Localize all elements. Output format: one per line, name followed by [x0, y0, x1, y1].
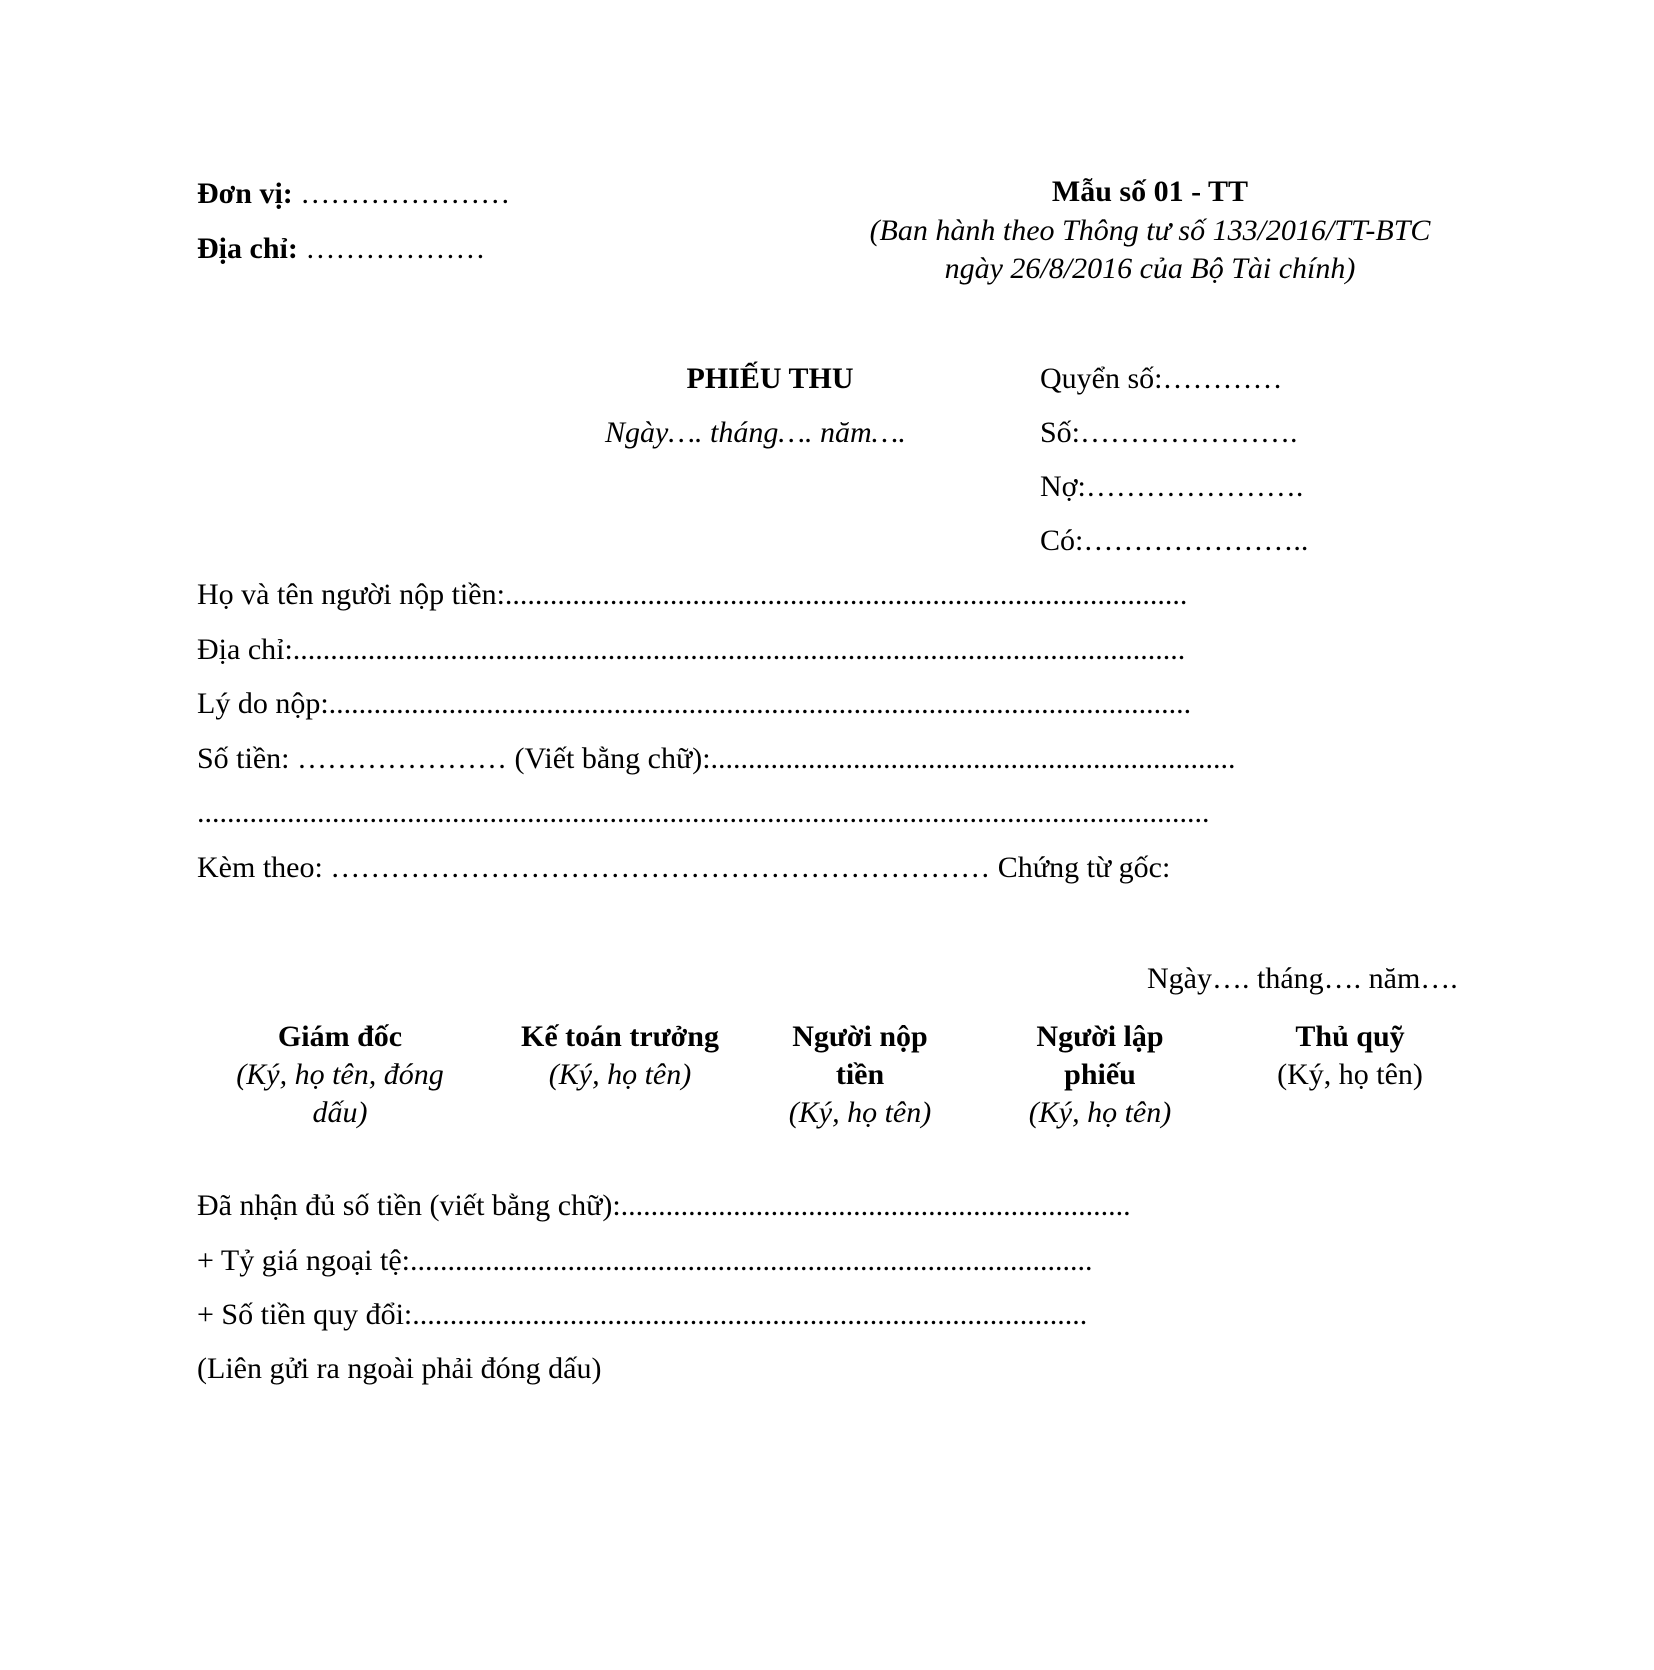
reason-field: Lý do nộp:...................................................................................................................	[197, 687, 1192, 720]
payer-name-field: Họ và tên người nộp tiền:...........................................................................................	[197, 578, 1188, 611]
unit-label: Đơn vị:	[197, 177, 293, 210]
signature-note: (Ký, họ tên, đóng dấu)	[236, 1058, 444, 1129]
signature-note: (Ký, họ tên)	[788, 1096, 932, 1129]
form-code: Mẫu số 01 - TT	[1051, 175, 1249, 208]
signature-title: Thủ quỹ	[1295, 1020, 1405, 1053]
signature-chief-accountant	[495, 1018, 745, 1094]
signature-note: (Ký, họ tên)	[548, 1058, 692, 1091]
signature-title: Người nộp tiền	[792, 1020, 928, 1091]
signature-preparer	[1010, 1018, 1190, 1132]
payer-address-field: Địa chỉ:.......................................................................................................................	[197, 633, 1186, 666]
signature-title: Giám đốc	[277, 1020, 403, 1053]
amount-field: Số tiền: ………………… (Viết bằng chữ):......................................................................	[197, 742, 1236, 775]
signature-payer	[770, 1018, 950, 1132]
received-amount-field: Đã nhận đủ số tiền (viết bằng chữ):....................................................................	[197, 1189, 1131, 1222]
signature-note: (Ký, họ tên)	[1277, 1058, 1423, 1091]
attachment-field: Kèm theo: ………………………………………………………… Chứng từ gốc:	[197, 851, 1171, 884]
voucher-number: Số:………………….	[1040, 416, 1298, 449]
address-line-header	[197, 231, 485, 267]
issued-line-2: ngày 26/8/2016 của Bộ Tài chính)	[944, 252, 1356, 285]
stamp-note: (Liên gửi ra ngoài phải đóng dấu)	[197, 1352, 602, 1385]
signature-note: (Ký, họ tên)	[1028, 1096, 1172, 1129]
document-date: Ngày…. tháng…. năm….	[605, 416, 906, 449]
unit-line	[197, 176, 510, 212]
signature-cashier	[1250, 1018, 1450, 1094]
converted-amount-field: + Số tiền quy đổi:..........................................................................................	[197, 1298, 1088, 1331]
exchange-rate-field: + Tỷ giá ngoại tệ:...........................................................................................	[197, 1244, 1093, 1277]
book-number: Quyển số:…………	[1040, 362, 1283, 395]
address-label-header: Địa chỉ:	[197, 232, 298, 265]
unit-dots: …………………	[300, 177, 511, 210]
signature-title: Người lập phiếu	[1036, 1020, 1164, 1091]
signature-title: Kế toán trưởng	[521, 1020, 719, 1053]
signature-date: Ngày…. tháng…. năm….	[1147, 962, 1458, 995]
credit-account: Có:…………………..	[1040, 524, 1309, 557]
amount-continuation: .......................................................................................................................................	[197, 796, 1210, 829]
document-title: PHIẾU THU	[686, 362, 854, 395]
signature-director	[210, 1018, 470, 1132]
issued-line-1: (Ban hành theo Thông tư số 133/2016/TT-BTC	[869, 214, 1431, 247]
address-dots-header: ………………	[305, 232, 486, 265]
debit-account: Nợ:………………….	[1040, 470, 1304, 503]
